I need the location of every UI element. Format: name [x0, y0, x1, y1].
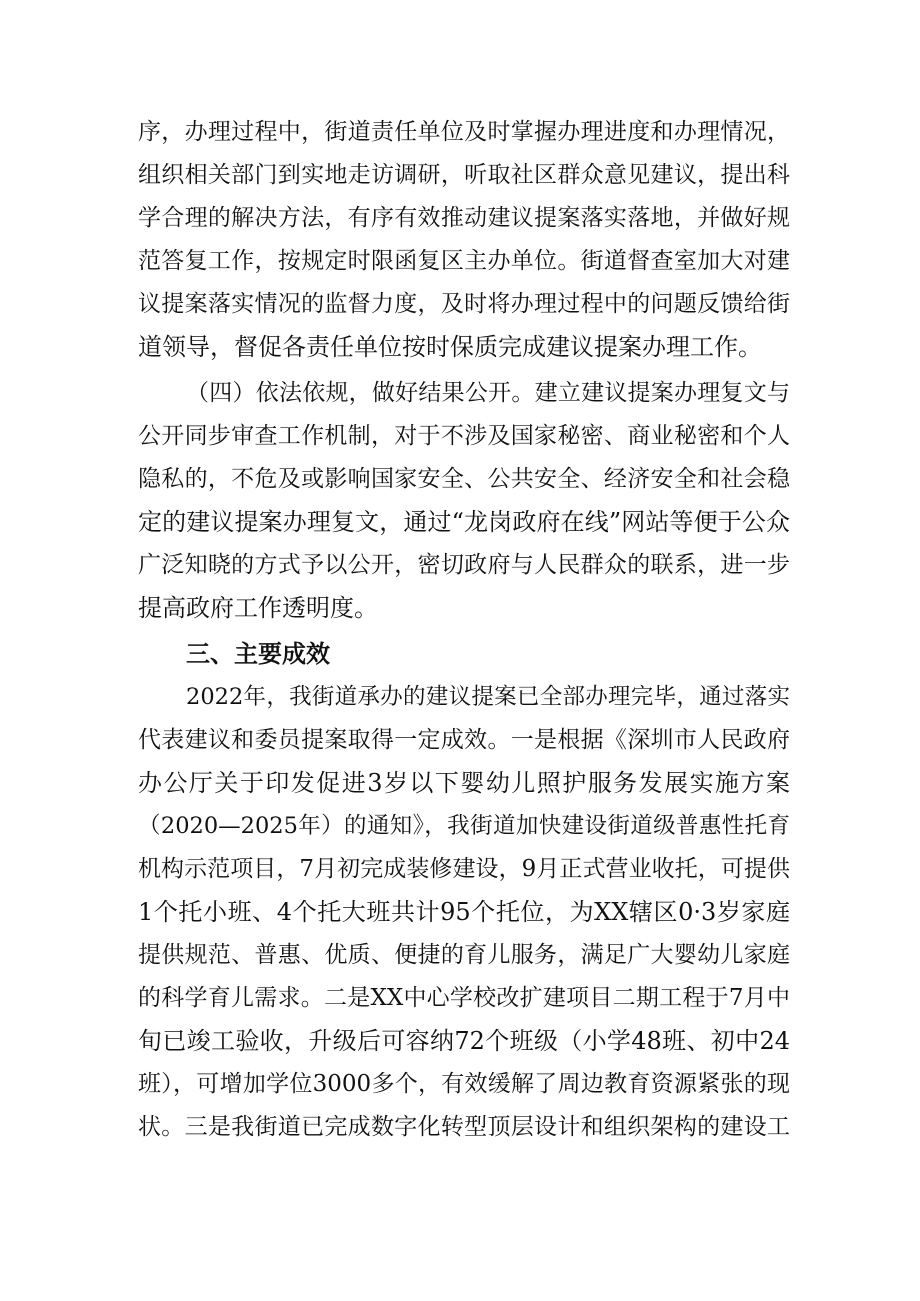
section-heading: 三、主要成效: [186, 640, 330, 668]
paragraph-1-line-4: 范答复工作，按规定时限函复区主办单位。街道督查室加大对建: [138, 248, 790, 274]
paragraph-3-line-8: 的科学育儿需求。二是XX中心学校改扩建项目二期工程于7月中: [138, 985, 790, 1011]
paragraph-3-line-1: 2022年，我街道承办的建议提案已全部办理完毕，通过落实: [186, 684, 790, 710]
paragraph-1-line-6: 道领导，督促各责任单位按时保质完成建议提案办理工作。: [138, 333, 762, 361]
paragraph-2-line-6: 提高政府工作透明度。: [138, 594, 378, 622]
paragraph-3-line-5: 机构示范项目，7月初完成装修建设，9月正式营业收托，可提供: [138, 856, 790, 882]
paragraph-3-line-2: 代表建议和委员提案取得一定成效。一是根据《深圳市人民政府: [138, 727, 790, 753]
paragraph-1-line-3: 学合理的解决方法，有序有效推动建议提案落实落地，并做好规: [138, 205, 790, 231]
paragraph-3-line-3: 办公厅关于印发促进3岁以下婴幼儿照护服务发展实施方案: [138, 769, 790, 797]
paragraph-3-line-7: 提供规范、普惠、优质、便捷的育儿服务，满足广大婴幼儿家庭: [138, 942, 790, 968]
paragraph-1-line-1: 序，办理过程中，街道责任单位及时掌握办理进度和办理情况，: [138, 119, 790, 145]
paragraph-1-line-2: 组织相关部门到实地走访调研，听取社区群众意见建议，提出科: [138, 162, 790, 188]
paragraph-2-line-5: 广泛知晓的方式予以公开，密切政府与人民群众的联系，进一步: [138, 552, 790, 578]
paragraph-2-line-4: 定的建议提案办理复文，通过“龙岗政府在线”网站等便于公众: [138, 508, 790, 536]
paragraph-3-line-4: （2020—2025年）的通知》，我街道加快建设街道级普惠性托育: [138, 813, 790, 839]
paragraph-3-line-10: 班），可增加学位3000多个，有效缓解了周边教育资源紧张的现: [138, 1071, 790, 1097]
paragraph-1-line-5: 议提案落实情况的监督力度，及时将办理过程中的问题反馈给街: [138, 291, 790, 317]
paragraph-3-line-11: 状。三是我街道已完成数字化转型顶层设计和组织架构的建设工: [138, 1114, 790, 1140]
paragraph-2-line-3: 隐私的，不危及或影响国家安全、公共安全、经济安全和社会稳: [138, 466, 790, 492]
paragraph-2-line-1: （四）依法依规，做好结果公开。建立建议提案办理复文与: [186, 380, 790, 406]
paragraph-2-line-2: 公开同步审查工作机制，对于不涉及国家秘密、商业秘密和个人: [138, 423, 790, 449]
paragraph-3-line-6: 1个托小班、4个托大班共计95个托位，为XX辖区0·3岁家庭: [138, 898, 790, 926]
paragraph-3-line-9: 旬已竣工验收，升级后可容纳72个班级（小学48班、初中24: [138, 1027, 790, 1055]
